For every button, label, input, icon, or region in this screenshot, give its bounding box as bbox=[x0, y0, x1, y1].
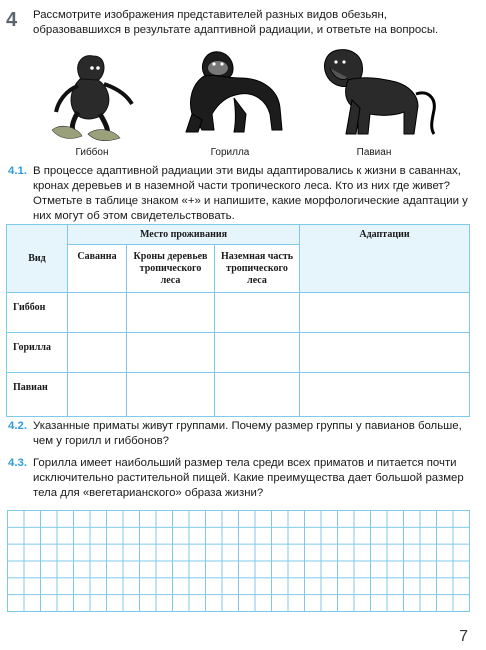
header-habitat: Место проживания bbox=[68, 225, 300, 245]
gorilla-caption: Горилла bbox=[210, 147, 250, 158]
question-number: 4.3. bbox=[8, 457, 27, 469]
answer-cell[interactable] bbox=[127, 373, 215, 417]
answer-cell[interactable] bbox=[68, 373, 127, 417]
question-4-3 bbox=[8, 456, 474, 501]
task-intro: Рассмотрите изображения представителей разных видов обезьян, образовавшихся в результате адаптивной радиации, и ответьте на вопросы. bbox=[33, 9, 439, 36]
question-number: 4.2. bbox=[8, 420, 27, 432]
header-forest-ground: Наземная часть тропического леса bbox=[215, 245, 300, 293]
table-row bbox=[7, 293, 470, 333]
question-4-1 bbox=[8, 164, 474, 224]
table-row bbox=[7, 333, 470, 373]
answer-cell[interactable] bbox=[300, 333, 470, 373]
row-label-baboon: Павиан bbox=[7, 373, 68, 417]
habitat-adaptation-table bbox=[6, 224, 470, 417]
gibbon-image bbox=[48, 44, 140, 144]
question-text: В процессе адаптивной радиации эти виды адаптировались к жизни в саваннах, кронах деревьев и в наземной части тропического леса. Кто из них где живет? Отметьте в таблице знаком «+» и напишите, какие морфологические адаптации у них могут об этом свидетельствовать. bbox=[33, 165, 468, 222]
answer-grid[interactable] bbox=[7, 510, 470, 612]
answer-cell[interactable] bbox=[215, 293, 300, 333]
answer-cell[interactable] bbox=[215, 333, 300, 373]
header-adaptations: Адаптации bbox=[300, 225, 470, 293]
gorilla-image bbox=[174, 44, 286, 136]
header-savanna: Саванна bbox=[68, 245, 127, 293]
table-row bbox=[7, 373, 470, 417]
answer-cell[interactable] bbox=[68, 333, 127, 373]
answer-cell[interactable] bbox=[127, 333, 215, 373]
answer-cell[interactable] bbox=[68, 293, 127, 333]
answer-cell[interactable] bbox=[300, 293, 470, 333]
row-label-gibbon: Гиббон bbox=[7, 293, 68, 333]
answer-cell[interactable] bbox=[300, 373, 470, 417]
page-number: 7 bbox=[459, 628, 468, 645]
header-species: Вид bbox=[7, 225, 68, 293]
baboon-caption: Павиан bbox=[356, 147, 392, 158]
question-text: Горилла имеет наибольший размер тела среди всех приматов и питается почти исключительно растительной пищей. Какие преимущества дает большой размер тела для «вегетарианского» образа жизни? bbox=[33, 457, 464, 499]
gibbon-caption: Гиббон bbox=[75, 147, 109, 158]
answer-cell[interactable] bbox=[215, 373, 300, 417]
row-label-gorilla: Горилла bbox=[7, 333, 68, 373]
question-number: 4.1. bbox=[8, 165, 27, 177]
baboon-image bbox=[318, 44, 442, 140]
answer-cell[interactable] bbox=[127, 293, 215, 333]
question-text: Указанные приматы живут группами. Почему размер группы у павианов больше, чем у горилл и гиббонов? bbox=[33, 420, 462, 447]
header-tree-canopy: Кроны деревьев тропического леса bbox=[127, 245, 215, 293]
question-4-2 bbox=[8, 419, 474, 449]
task-number: 4 bbox=[6, 9, 18, 31]
